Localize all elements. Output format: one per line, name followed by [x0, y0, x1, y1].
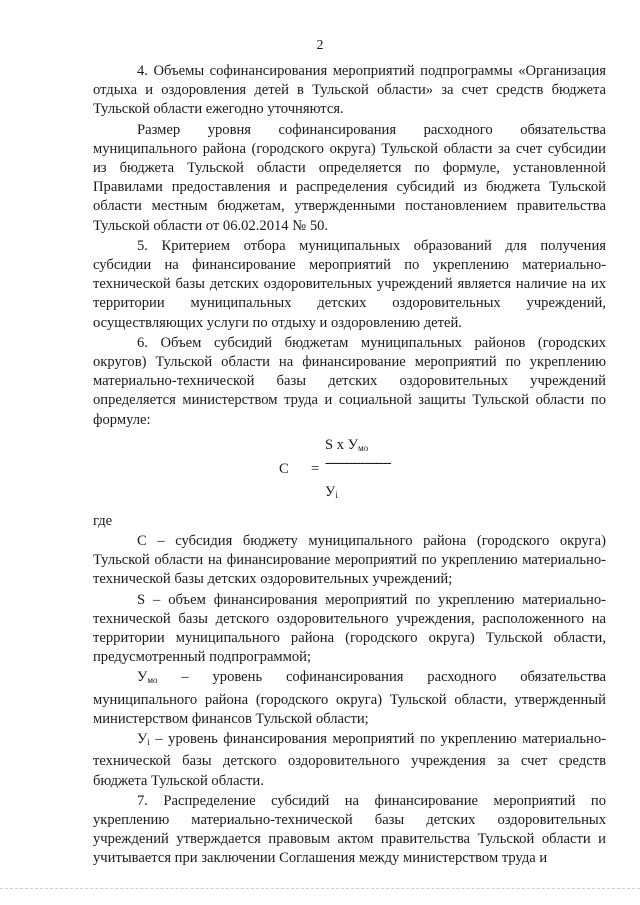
formula-fraction-bar: -----------------: [325, 454, 391, 471]
definition-umo: $У_{мо}$ – уровень софинансирования расходного обязательства муниципального района (городского округа) Тульской области, утвержденный министерством финансов Тульской области;: [93, 669, 606, 727]
document-body: [93, 62, 606, 869]
paragraph-4: 4. Объемы софинансирования мероприятий подпрограммы «Организация отдыха и оздоровления детей в Тульской области» за счет средств бюджета Тульской области ежегодно уточняются.: [93, 63, 606, 118]
definition-s: S – объем финансирования мероприятий по укреплению материально-технической базы детского оздоровительного учреждения, расположенного на территории муниципального района (городского округа) Тульской области, предусмотренный подпрограммой;: [93, 591, 606, 666]
paragraph-7: 7. Распределение субсидий на финансирование мероприятий по укреплению материально-технической базы детских оздоровительных учреждений утверждается правовым актом правительства Тульской области и учитывается при заключении Соглашения между министерством труда и: [93, 792, 606, 867]
paragraph-6: 6. Объем субсидий бюджетам муниципальных районов (городских округов) Тульской области на финансирование мероприятий по укреплению материально-технической базы детских оздоровительных учреждений определяется министерством труда и социальной защиты Тульской области по формуле:: [93, 334, 606, 428]
where-label: где: [93, 512, 113, 529]
subsidy-formula: [93, 432, 606, 508]
scan-bottom-edge: [0, 888, 640, 893]
formula-lhs: С: [279, 460, 289, 477]
definition-c: С – субсидия бюджету муниципального района (городского округа) Тульской области на финансирование мероприятий по укреплению материально-технической базы детских оздоровительных учреждений;: [93, 533, 606, 588]
paragraph-5: 5. Критерием отбора муниципальных образований для получения субсидии на финансирование мероприятий по укреплению материально-технической базы детских оздоровительных учреждений является наличие на их территории муниципальных детских оздоровительных учреждений, осуществляющих услуги по отдыху и оздоровлению детей.: [93, 237, 606, 331]
formula-equals: =: [311, 460, 320, 477]
page-number: 2: [316, 38, 324, 53]
definition-ui: $У_i$ – уровень финансирования мероприятий по укреплению материально-технической базы детского оздоровительного учреждения за счет средств бюджета Тульской области.: [93, 731, 606, 789]
formula-denominator: $У_i$: [325, 483, 338, 500]
formula-numerator: S x $У_{мо}$: [325, 436, 369, 453]
paragraph-4-cofinancing: Размер уровня софинансирования расходного обязательства муниципального района (городского округа) Тульской области за счет субсидии из бюджета Тульской области определяется по формуле, установленной Правилами предоставления и распределения субсидий из бюджета Тульской области местным бюджетам, утвержденными постановлением правительства Тульской области от 06.02.2014 № 50.: [93, 121, 606, 234]
